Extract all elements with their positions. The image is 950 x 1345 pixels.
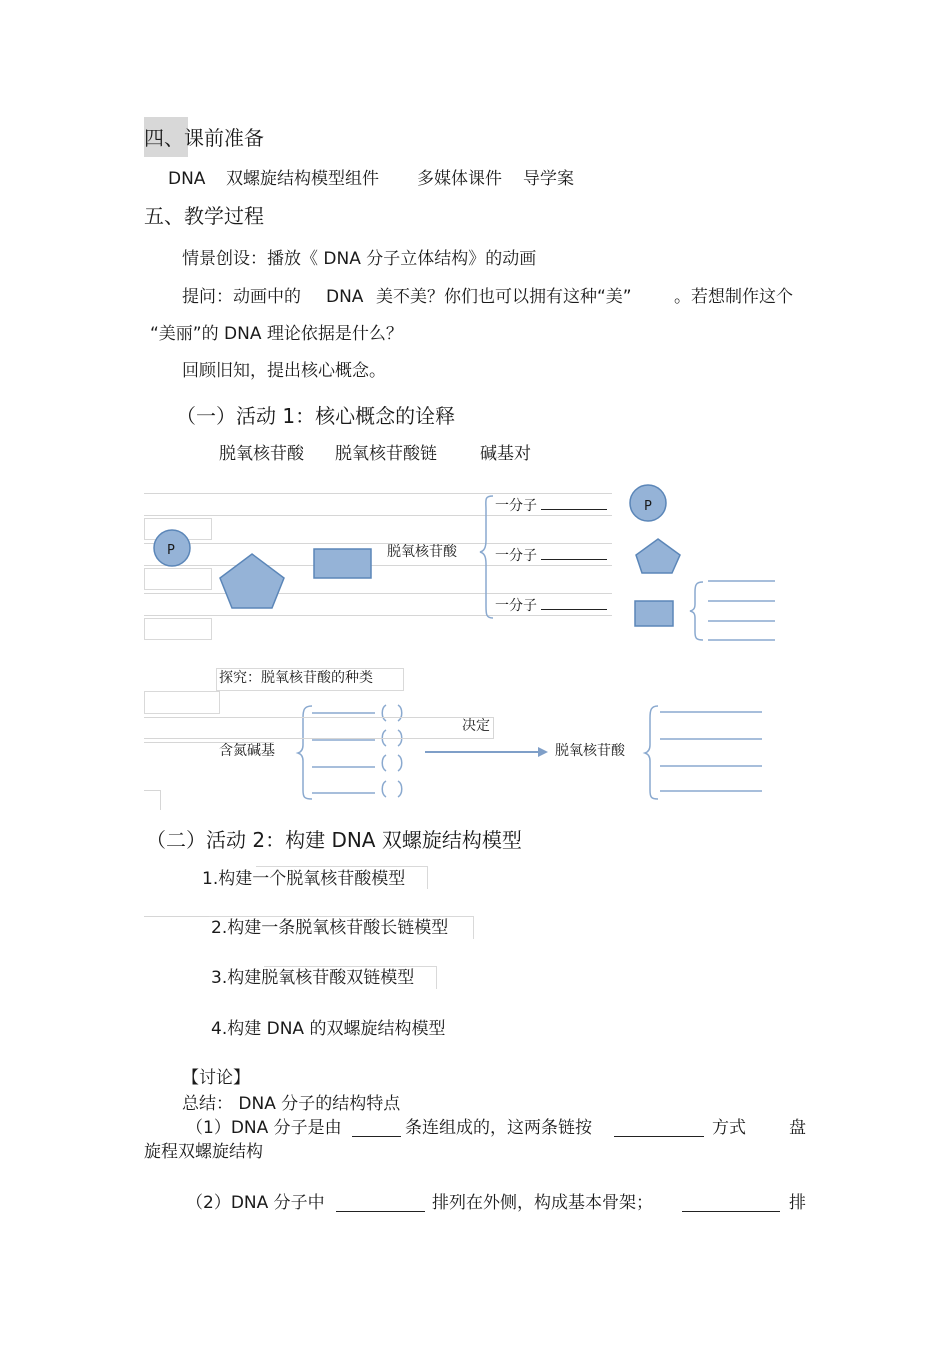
- sugar-pentagon: [220, 554, 284, 608]
- step-4: 4.构建 DNA 的双螺旋结构模型: [211, 1019, 446, 1039]
- right-sugar-pentagon: [636, 539, 680, 573]
- blank-line: [541, 495, 607, 510]
- blank-line: [682, 1197, 780, 1212]
- molecule-label-3: 一分子: [495, 595, 607, 613]
- material-model: 双螺旋结构模型组件: [226, 169, 379, 189]
- diagram-rule: [493, 717, 494, 739]
- phosphate-label: P: [167, 543, 175, 558]
- base-label: 含氮碱基: [219, 743, 275, 759]
- material-multimedia: 多媒体课件: [417, 169, 502, 189]
- decide-label: 决定: [462, 718, 490, 734]
- brace-bases: [690, 582, 703, 640]
- item2-part1: （2）DNA 分子中: [186, 1193, 325, 1213]
- item2-part3: 排: [789, 1193, 806, 1213]
- discussion-title: 【讨论】: [182, 1068, 250, 1088]
- activity2-title: （二）活动 2：构建 DNA 双螺旋结构模型: [146, 828, 522, 852]
- question-line2: “美丽”的 DNA 理论依据是什么？: [150, 324, 403, 344]
- diagram-rule: [144, 738, 494, 739]
- item1-part2: 条连组成的，这两条链按: [405, 1118, 592, 1138]
- blank-line: [614, 1122, 704, 1137]
- explore-title: 探究：脱氧核苷酸的种类: [219, 670, 373, 686]
- activity1-title: （一）活动 1：核心概念的诠释: [176, 404, 456, 428]
- right-phosphate-label: P: [644, 499, 652, 514]
- summary-text: 总结： DNA 分子的结构特点: [182, 1094, 401, 1114]
- result-nucleotide-label: 脱氧核苷酸: [555, 743, 625, 759]
- item1-part4: 盘: [789, 1118, 806, 1138]
- paren-group: [382, 705, 402, 797]
- step-2: 2.构建一条脱氧核苷酸长链模型: [211, 918, 449, 938]
- question-part1: 提问：动画中的: [182, 287, 301, 307]
- item1-part1: （1）DNA 分子是由: [186, 1118, 342, 1138]
- blank-line: [541, 595, 607, 610]
- blank-line: [352, 1122, 401, 1137]
- right-base-rectangle: [635, 601, 673, 626]
- item2-part2: 排列在外侧，构成基本骨架；: [432, 1193, 653, 1213]
- base-rectangle: [314, 549, 371, 578]
- diagram-rule: [144, 790, 160, 791]
- material-dna: DNA: [168, 169, 206, 189]
- step-1: 1.构建一个脱氧核苷酸模型: [202, 869, 406, 889]
- diagram-rule: [144, 916, 210, 917]
- scenario-text: 情景创设：播放《 DNA 分子立体结构》的动画: [182, 249, 537, 269]
- decide-arrow-head: [538, 747, 548, 757]
- blank-line: [336, 1197, 425, 1212]
- brace-base-types: [298, 706, 312, 799]
- question-part2: 美不美？你们也可以拥有这种“美”: [376, 287, 632, 307]
- question-part3: 。若想制作这个: [674, 287, 793, 307]
- explore-box: [144, 691, 220, 714]
- concept-base-pair: 碱基对: [480, 444, 531, 464]
- brace-nucleotide-types: [645, 706, 658, 799]
- diagram-rule: [160, 790, 161, 810]
- question-dna: DNA: [326, 287, 364, 307]
- item1-part5: 旋程双螺旋结构: [144, 1142, 263, 1162]
- review-text: 回顾旧知，提出核心概念。: [182, 361, 386, 381]
- blank-line: [541, 545, 607, 560]
- molecule-label-2: 一分子: [495, 545, 607, 563]
- molecule-label-1: 一分子: [495, 495, 607, 513]
- concept-nucleotide: 脱氧核苷酸: [219, 444, 304, 464]
- center-nucleotide-label: 脱氧核苷酸: [387, 544, 457, 560]
- section5-title: 五、教学过程: [144, 204, 264, 228]
- diagram-rule: [144, 717, 494, 718]
- step-3: 3.构建脱氧核苷酸双链模型: [211, 968, 415, 988]
- material-guide: 导学案: [523, 169, 574, 189]
- concept-chain: 脱氧核苷酸链: [335, 444, 437, 464]
- section4-title: 四、课前准备: [144, 126, 264, 150]
- item1-part3: 方式: [712, 1118, 746, 1138]
- brace-molecules: [480, 496, 493, 618]
